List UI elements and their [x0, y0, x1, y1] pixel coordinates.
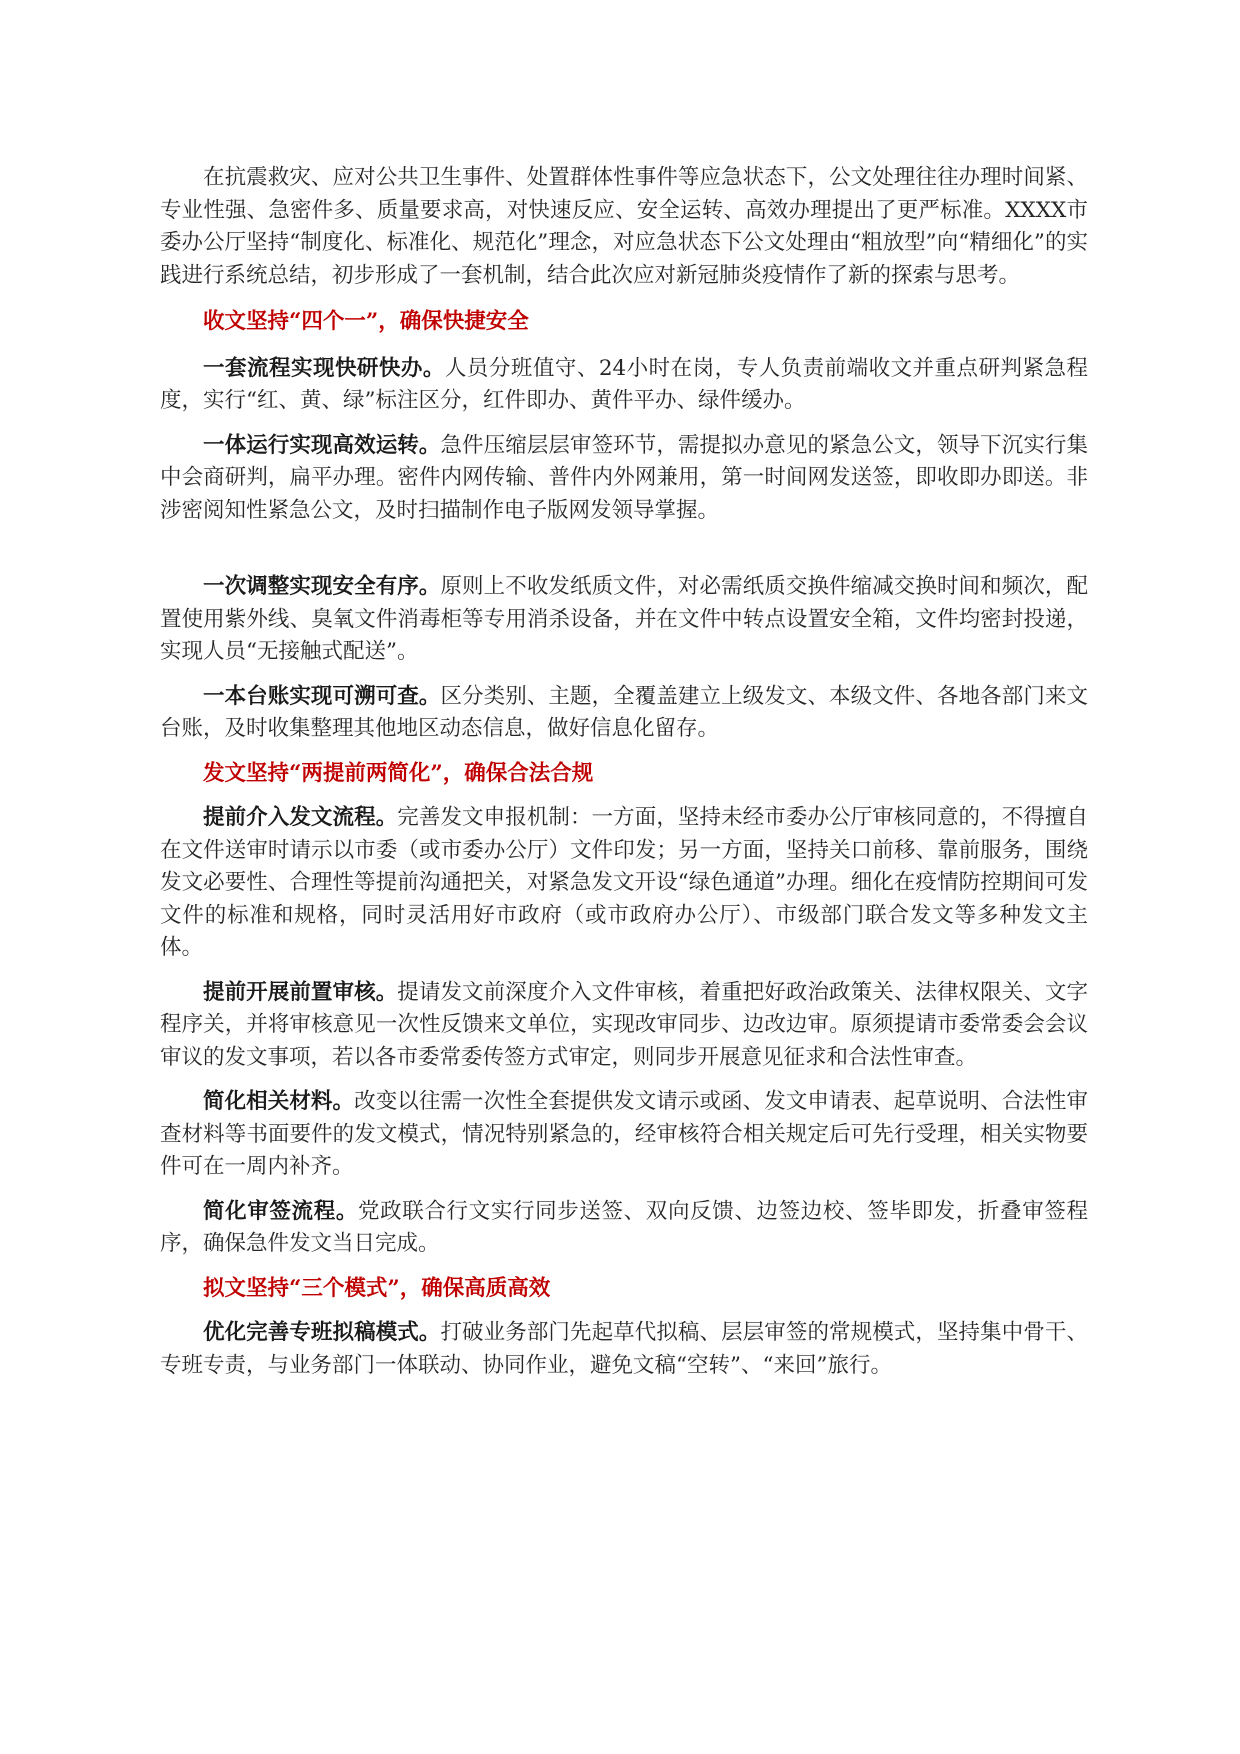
paragraph-issuing-1 [160, 802, 1088, 965]
paragraph-text: 急件压缩层层审签环节，需提拟办意见的紧急公文，领导下沉实行集中会商研判，扁平办理。密件内网传输、普件内外网兼用，第一时间网发送签，即收即办即送。非涉密阅知性紧急公文，及时扫描制作电子版网发领导掌握。 [160, 432, 1088, 523]
paragraph-receiving-1 [160, 353, 1088, 418]
paragraph-issuing-3 [160, 1086, 1088, 1184]
paragraph-text: 党政联合行文实行同步送签、双向反馈、边签边校、签毕即发，折叠审签程序，确保急件发文当日完成。 [160, 1198, 1088, 1256]
paragraph-receiving-4 [160, 681, 1088, 746]
paragraph-lead: 提前开展前置审核。 [203, 979, 398, 1005]
paragraph-text: 原则上不收发纸质文件，对必需纸质交换件缩减交换时间和频次，配置使用紫外线、臭氧文件消毒柜等专用消杀设备，并在文件中转点设置安全箱，文件均密封投递，实现人员“无接触式配送”。 [160, 574, 1088, 664]
paragraph-text: 人员分班值守、24小时在岗，专人负责前端收文并重点研判紧急程度，实行“红、黄、绿”标注区分，红件即办、黄件平办、绿件缓办。 [160, 355, 1088, 413]
section-heading-receiving: 收文坚持“四个一”，确保快捷安全 [203, 309, 529, 334]
paragraph-text: 完善发文申报机制：一方面，坚持未经市委办公厅审核同意的，不得擅自在文件送审时请示以市委（或市委办公厅）文件印发；另一方面，坚持关口前移、靠前服务，围绕发文必要性、合理性等提前沟通把关，对紧急发文开设“绿色通道”办理。细化在疫情防控期间可发文件的标准和规格，同时灵活用好市政府（或市政府办公厅）、市级部门联合发文等多种发文主体。 [160, 805, 1088, 960]
paragraph-lead: 一套流程实现快研快办。 [203, 355, 445, 381]
paragraph-issuing-2 [160, 977, 1088, 1075]
paragraph-lead: 简化审签流程。 [203, 1198, 358, 1224]
paragraph-text: 区分类别、主题，全覆盖建立上级发文、本级文件、各地各部门来文台账，及时收集整理其他地区动态信息，做好信息化留存。 [160, 683, 1088, 741]
paragraph-issuing-4 [160, 1196, 1088, 1261]
document-body [160, 162, 1088, 1382]
paragraph-lead: 优化完善专班拟稿模式。 [203, 1320, 441, 1345]
paragraph-text: 打破业务部门先起草代拟稿、层层审签的常规模式，坚持集中骨干、专班专责，与业务部门一体联动、协同作业，避免文稿“空转”、“来回”旅行。 [160, 1320, 1088, 1378]
paragraph-lead: 一体运行实现高效运转。 [203, 432, 441, 458]
section-heading-drafting: 拟文坚持“三个模式”，确保高质高效 [203, 1275, 551, 1301]
paragraph-text: 提请发文前深度介入文件审核，着重把好政治政策关、法律权限关、文字程序关，并将审核意见一次性反馈来文单位，实现改审同步、边改边审。原须提请市委常委会会议审议的发文事项，若以各市委常委传签方式审定，则同步开展意见征求和合法性审查。 [160, 979, 1088, 1070]
paragraph-lead: 一次调整实现安全有序。 [203, 574, 441, 599]
paragraph-lead: 提前介入发文流程。 [203, 805, 398, 830]
paragraph-drafting-1 [160, 1317, 1088, 1382]
paragraph-lead: 一本台账实现可溯可查。 [203, 683, 441, 709]
paragraph-receiving-3 [160, 571, 1088, 669]
paragraph-text: 改变以往需一次性全套提供发文请示或函、发文申请表、起草说明、合法性审查材料等书面要件的发文模式，情况特别紧急的，经审核符合相关规定后可先行受理，相关实物要件可在一周内补齐。 [160, 1089, 1088, 1179]
paragraph-lead: 简化相关材料。 [203, 1089, 355, 1114]
paragraph-receiving-2 [160, 430, 1088, 528]
section-heading-issuing: 发文坚持“两提前两简化”，确保合法合规 [203, 760, 594, 786]
intro-paragraph: 在抗震救灾、应对公共卫生事件、处置群体性事件等应急状态下，公文处理往往办理时间紧、专业性强、急密件多、质量要求高，对快速反应、安全运转、高效办理提出了更严标准。XXXX市委办公厅坚持“制度化、标准化、规范化”理念，对应急状态下公文处理由“粗放型”向“精细化”的实践进行系统总结，初步形成了一套机制，结合此次应对新冠肺炎疫情作了新的探索与思考。 [160, 165, 1088, 288]
